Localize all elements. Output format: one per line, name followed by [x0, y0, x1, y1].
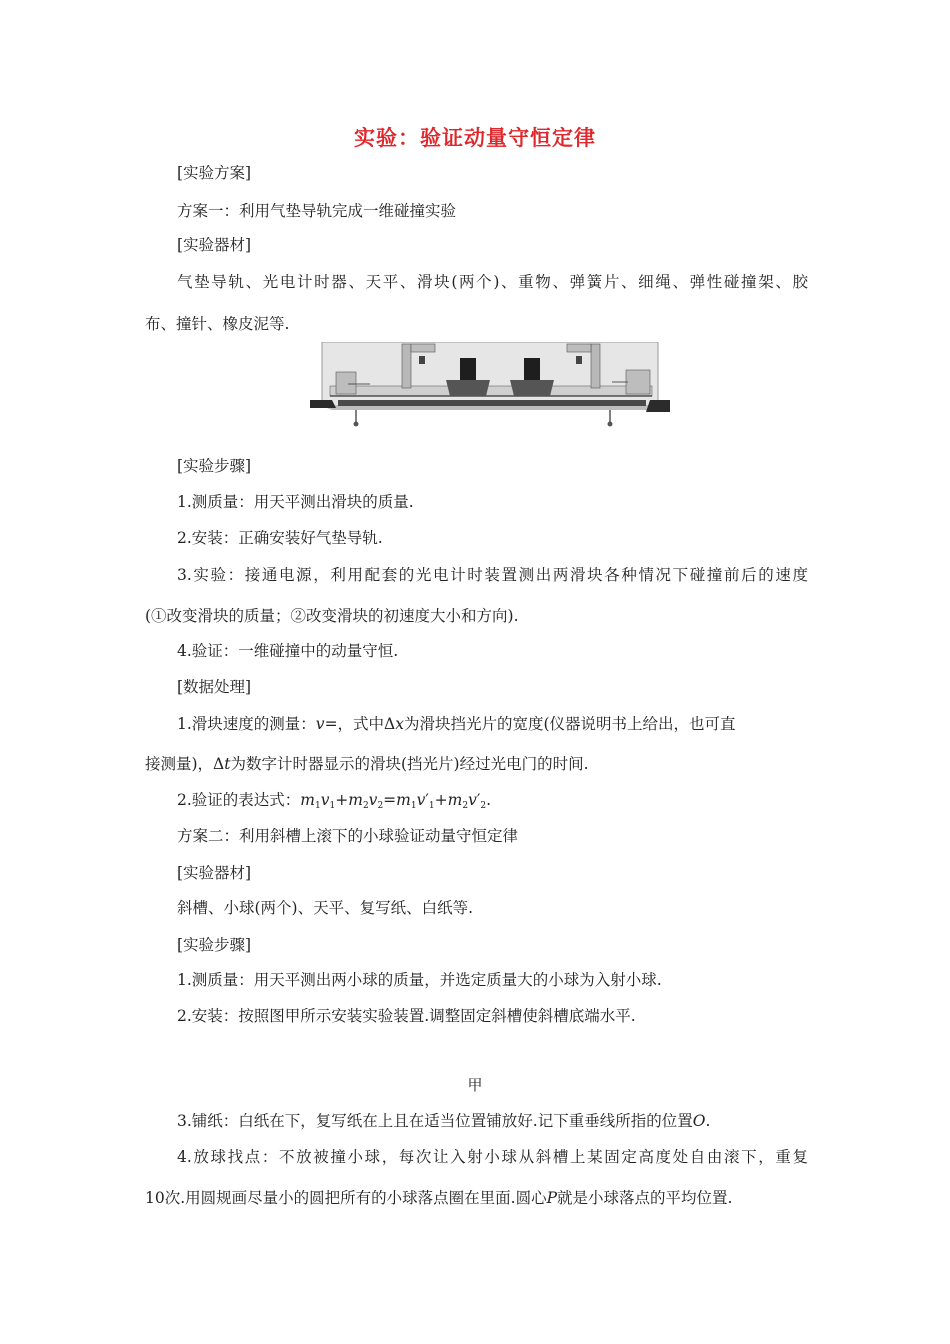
section-heading-scheme: [实验方案]	[177, 164, 252, 182]
step2-4-line1: 4.放球找点：不放被撞小球，每次让入射小球从斜槽上某固定高度处自由滚下，重复	[177, 1148, 808, 1166]
section-heading-steps: [实验步骤]	[177, 457, 252, 475]
equipment-2-text: 斜槽、小球(两个)、天平、复写纸、白纸等.	[177, 899, 474, 917]
step2-4-line2: 10次.用圆规画尽量小的圆把所有的小球落点圈在里面.圆心P就是小球落点的平均位置.	[145, 1189, 733, 1207]
scheme-two-title: 方案二：利用斜槽上滚下的小球验证动量守恒定律	[177, 827, 519, 845]
equipment-text-line2: 布、撞针、橡皮泥等.	[145, 315, 290, 333]
step-1: 1.测质量：用天平测出滑块的质量.	[177, 493, 414, 511]
section-heading-data-processing: [数据处理]	[177, 678, 252, 696]
section-heading-equipment: [实验器材]	[177, 236, 252, 254]
air-track-apparatus-figure	[308, 342, 673, 434]
step2-1: 1.测质量：用天平测出两小球的质量，并选定质量大的小球为入射小球.	[177, 971, 662, 989]
step-2: 2.安装：正确安装好气垫导轨.	[177, 529, 383, 547]
step-3-line1: 3.实验：接通电源，利用配套的光电计时装置测出两滑块各种情况下碰撞前后的速度	[177, 566, 808, 584]
section-heading-equipment-2: [实验器材]	[177, 864, 252, 882]
page-title: 实验：验证动量守恒定律	[354, 125, 596, 150]
data-item-2: 2.验证的表达式：$m_1v_1+m_2v_2=m_1v'_1+m_2v'_2$.	[177, 791, 492, 811]
data-item-1-line2: 接测量)，Δt为数字计时器显示的滑块(挡光片)经过光电门的时间.	[145, 755, 589, 773]
momentum-formula: $m_1v_1+m_2v_2=m_1v'_1+m_2v'_2$.	[300, 791, 492, 811]
section-heading-steps-2: [实验步骤]	[177, 936, 252, 954]
step-4: 4.验证：一维碰撞中的动量守恒.	[177, 642, 399, 660]
data-item-1-line1: 1.滑块速度的测量：v=，式中Δx为滑块挡光片的宽度(仪器说明书上给出，也可直	[177, 715, 736, 733]
equipment-text-line1: 气垫导轨、光电计时器、天平、滑块(两个)、重物、弹簧片、细绳、弹性碰撞架、胶	[177, 273, 808, 291]
scheme-one-title: 方案一：利用气垫导轨完成一维碰撞实验	[177, 202, 457, 220]
step2-3: 3.铺纸：白纸在下，复写纸在上且在适当位置铺放好.记下重垂线所指的位置O.	[177, 1112, 711, 1130]
figure-label-jia: 甲	[467, 1076, 483, 1094]
step-3-line2: (①改变滑块的质量；②改变滑块的初速度大小和方向).	[145, 607, 519, 625]
step2-2: 2.安装：按照图甲所示安装实验装置.调整固定斜槽使斜槽底端水平.	[177, 1007, 636, 1025]
